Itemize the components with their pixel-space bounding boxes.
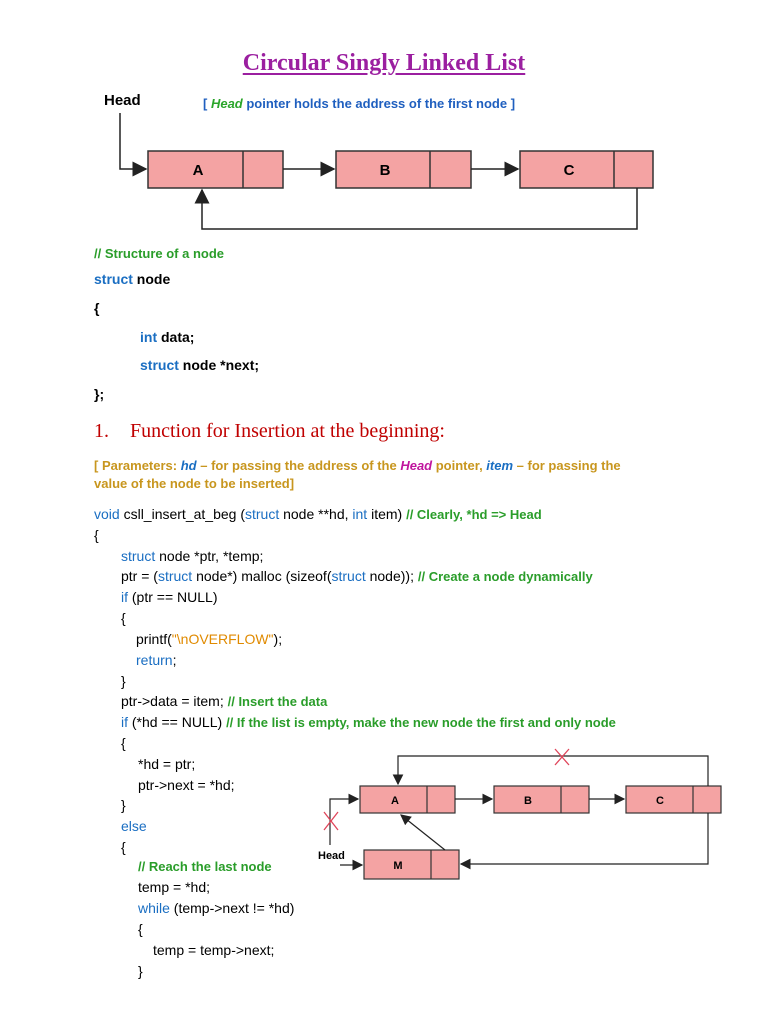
head-note: [ Head pointer holds the address of the first node ] bbox=[203, 96, 516, 111]
code-line: ptr = (struct node*) malloc (sizeof(struct node)); // Create a node dynamically bbox=[121, 568, 593, 584]
cross-icon bbox=[324, 812, 338, 830]
code-line: if (*hd == NULL) // If the list is empty, make the new node the first and only node bbox=[121, 714, 616, 730]
struct-line: struct node bbox=[94, 271, 171, 287]
code-line: { bbox=[94, 527, 99, 543]
code-line: return; bbox=[136, 652, 177, 668]
code-line: if (ptr == NULL) bbox=[121, 589, 218, 605]
code-line: } bbox=[121, 797, 126, 813]
code-line: // Reach the last node bbox=[138, 859, 272, 874]
params-line-2: value of the node to be inserted] bbox=[94, 476, 295, 491]
node-c bbox=[520, 151, 653, 188]
struct-open: { bbox=[94, 300, 100, 316]
struct-data-field: int data; bbox=[140, 329, 195, 345]
node-a bbox=[360, 786, 455, 813]
node-m bbox=[364, 850, 459, 879]
params-line-1: [ Parameters: hd – for passing the address of the Head pointer, item – for passing the bbox=[94, 458, 621, 473]
code-line: while (temp->next != *hd) bbox=[138, 900, 295, 916]
node-a-label: A bbox=[192, 162, 204, 179]
circular-list-diagram bbox=[0, 0, 768, 250]
struct-close: }; bbox=[94, 386, 105, 402]
code-line: temp = temp->next; bbox=[153, 942, 275, 958]
func-signature: void csll_insert_at_beg (struct node **hd, int item) // Clearly, *hd => Head bbox=[94, 506, 542, 522]
code-line: ptr->data = item; // Insert the data bbox=[121, 693, 328, 709]
code-line: { bbox=[121, 735, 126, 751]
code-line: printf("\nOVERFLOW"); bbox=[136, 631, 283, 647]
node-a bbox=[148, 151, 283, 188]
code-line: } bbox=[121, 673, 126, 689]
node-a-label: A bbox=[391, 795, 399, 807]
node-b bbox=[494, 786, 589, 813]
section-heading: 1. Function for Insertion at the beginning: bbox=[94, 420, 445, 442]
code-line: else bbox=[121, 818, 147, 834]
struct-next-field: struct node *next; bbox=[140, 357, 260, 373]
code-line: } bbox=[138, 963, 143, 979]
code-line: struct node *ptr, *temp; bbox=[121, 548, 264, 564]
code-line: { bbox=[121, 839, 126, 855]
code-line: temp = *hd; bbox=[138, 879, 210, 895]
code-line: { bbox=[138, 921, 143, 937]
node-b bbox=[336, 151, 471, 188]
node-b-label: B bbox=[379, 162, 391, 179]
cross-icon bbox=[555, 749, 569, 765]
page-title: Circular Singly Linked List bbox=[242, 50, 526, 76]
node-m-label: M bbox=[393, 860, 403, 872]
node-b-label: B bbox=[524, 795, 532, 807]
struct-comment: // Structure of a node bbox=[94, 246, 225, 261]
code-line: ptr->next = *hd; bbox=[138, 777, 235, 793]
node-c-label: C bbox=[563, 162, 575, 179]
code-line: { bbox=[121, 610, 126, 626]
head-label-2: Head bbox=[318, 850, 345, 862]
code-line: *hd = ptr; bbox=[138, 756, 196, 772]
node-c bbox=[626, 786, 721, 813]
node-c-label: C bbox=[656, 795, 664, 807]
head-label: Head bbox=[104, 92, 141, 109]
insert-diagram bbox=[310, 740, 730, 890]
